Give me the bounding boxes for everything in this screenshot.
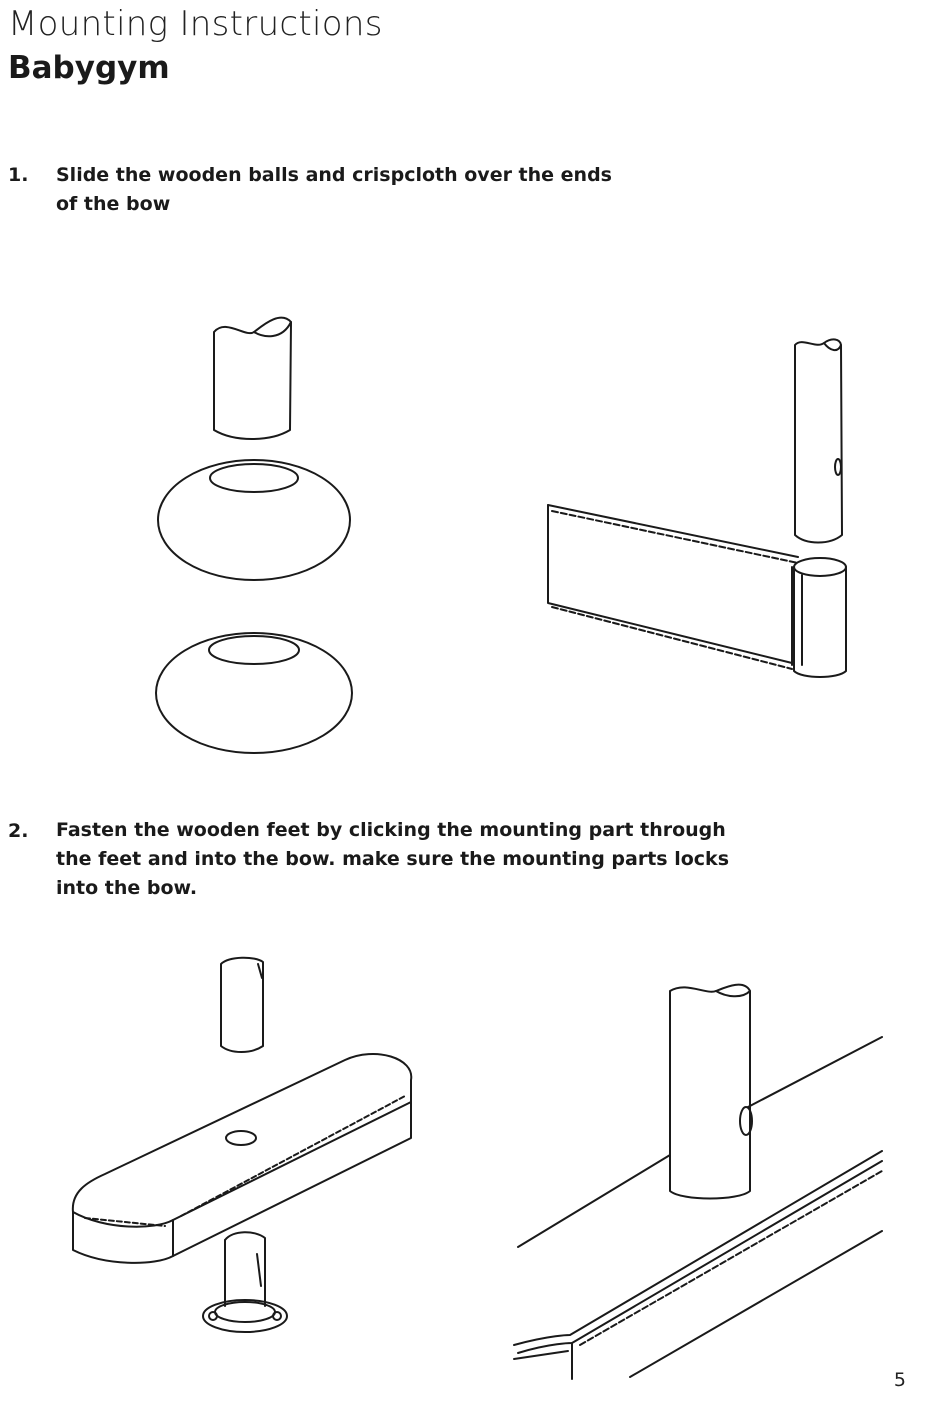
- bow-end-tube-small: [221, 958, 263, 1052]
- step-2-line-2: the feet and into the bow. make sure the mounting parts locks: [56, 848, 730, 870]
- step-2-text: [56, 816, 729, 903]
- step-1-text: [56, 161, 612, 219]
- crispcloth-and-tube-illustration: [540, 335, 850, 680]
- wooden-ball-upper: [158, 460, 350, 580]
- product-name: Babygym: [8, 50, 170, 86]
- step-2-number: 2.: [8, 820, 29, 842]
- step-1-line-2: of the bow: [56, 193, 171, 215]
- page-title: Mounting Instructions: [8, 4, 383, 44]
- tube-and-balls-illustration: [150, 310, 365, 760]
- bow-end-tube: [214, 318, 291, 439]
- step-1-number: 1.: [8, 164, 29, 186]
- crispcloth-sleeve: [794, 558, 846, 677]
- step-2-line-3: into the bow.: [56, 877, 198, 899]
- step-2-line-1: Fasten the wooden feet by clicking the mounting part through: [56, 819, 726, 841]
- wooden-foot-illustration: [65, 950, 425, 1350]
- bow-assembly-illustration: [510, 975, 890, 1385]
- bow-end-tube-right: [795, 339, 842, 542]
- crispcloth: [548, 505, 798, 669]
- bow-tube-upright: [670, 985, 752, 1199]
- wooden-ball-lower: [156, 633, 352, 753]
- mounting-part: [203, 1232, 287, 1332]
- page-number: 5: [893, 1369, 906, 1391]
- step-1-line-1: Slide the wooden balls and crispcloth over the ends: [56, 164, 612, 186]
